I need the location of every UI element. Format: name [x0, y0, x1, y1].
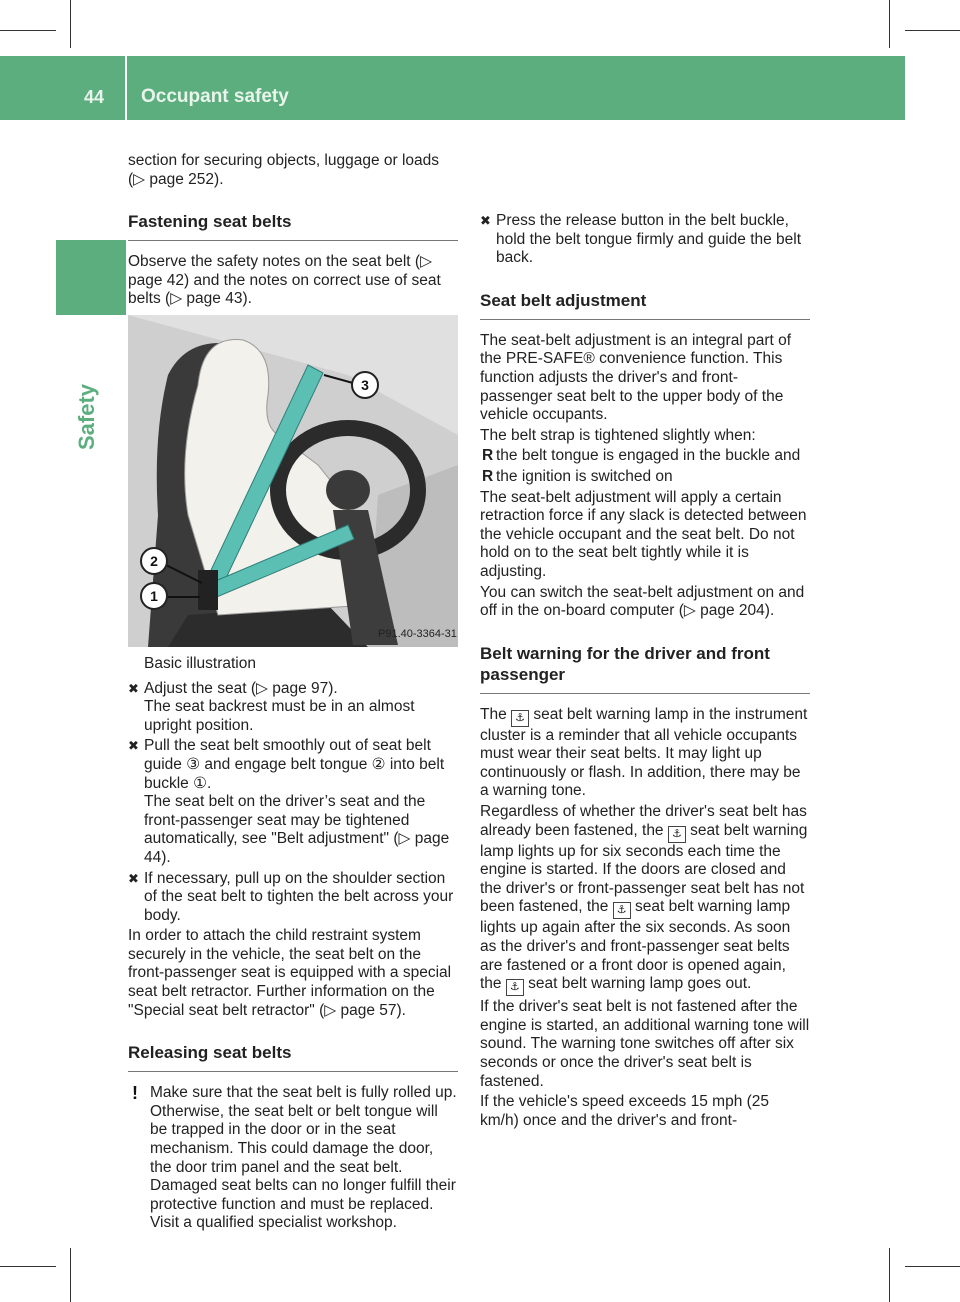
seatbelt-warning-icon: ⚓: [668, 826, 686, 843]
step-arrow-icon: ✖: [480, 213, 491, 228]
page-number: 44: [84, 87, 105, 107]
intro-text: section for securing objects, luggage or loads (▷ page 252).: [128, 152, 440, 188]
crop-mark: [905, 30, 960, 31]
seatbelt-warning-icon: ⚓: [506, 979, 524, 996]
warning-heading: Belt warning for the driver and front passenger: [480, 643, 770, 684]
list-item: [480, 447, 810, 466]
step-text: Pull the seat belt smoothly out of seat belt guide ③ and engage belt tongue ② into belt buckle ①. The seat belt on the driver’s seat and the front-passenger seat may be tightened automatically, see "Belt adjustment" (▷ page 44).: [144, 737, 450, 866]
adjust-text: The seat-belt adjustment is an integral part of the PRE-SAFE® convenience function. This function adjusts the driver's and front-passenger seat belt to the upper body of the vehicle occupants.: [480, 331, 792, 424]
section-tab: [56, 240, 126, 315]
page-title: Occupant safety: [141, 86, 289, 107]
warning-text: The ⚓ seat belt warning lamp in the instrument cluster is a reminder that all vehicle occupants must wear their seat belts. It may light up continuously or flash. In addition, there may be a warning tone.: [480, 705, 808, 800]
child-restraint-text: In order to attach the child restraint system securely in the vehicle, the seat belt on the front-passenger seat is equipped with a special seat belt retractor. Further information on the "Special seat belt retractor" (▷ page 57).: [128, 927, 452, 1019]
figure-code: P91.40-3364-31: [378, 627, 457, 640]
warning-text: If the driver's seat belt is not fastened after the engine is started, an additional warning tone will sound. The warning tone switches off after six seconds or once the driver's seat belt is fastened.: [480, 998, 810, 1090]
step-item: [128, 737, 458, 867]
step-text: Press the release button in the belt buckle, hold the belt tongue firmly and guide the belt back.: [496, 212, 802, 267]
seatbelt-warning-icon: ⚓: [613, 902, 631, 919]
crop-mark: [0, 1266, 56, 1267]
fastening-text: Observe the safety notes on the seat belt (▷ page 42) and the notes on correct use of seat belts (▷ page 43).: [128, 253, 441, 308]
step-item: [128, 680, 458, 736]
bullet-icon: R: [482, 467, 494, 485]
crop-mark: [70, 1248, 71, 1302]
crop-mark: [0, 30, 56, 31]
fastening-heading: Fastening seat belts: [128, 212, 292, 232]
list-item-text: the ignition is switched on: [496, 467, 673, 485]
list-item: [480, 468, 810, 487]
material-damage-notice: [128, 1084, 458, 1233]
adjust-text: You can switch the seat-belt adjustment on and off in the on-board computer (▷ page 204).: [480, 583, 805, 620]
header-divider: [125, 56, 127, 120]
seatbelt-warning-icon: ⚓: [511, 710, 529, 727]
step-arrow-icon: ✖: [128, 870, 139, 886]
heading-rule: [128, 240, 458, 241]
step-arrow-icon: ✖: [128, 738, 139, 754]
bullet-icon: R: [482, 447, 494, 465]
crop-mark: [70, 0, 71, 48]
seatbelt-illustration: [128, 315, 458, 647]
heading-rule: [128, 1071, 458, 1072]
heading-rule: [480, 319, 810, 320]
step-item: [128, 870, 458, 926]
releasing-heading: Releasing seat belts: [128, 1043, 292, 1063]
step-text: Adjust the seat (▷ page 97). The seat backrest must be in an almost upright position.: [144, 679, 415, 734]
crop-mark: [889, 0, 890, 48]
crop-mark: [905, 1266, 960, 1267]
callout-3: 3: [361, 376, 369, 393]
notice-icon: !: [132, 1083, 138, 1104]
left-column: [128, 152, 458, 1233]
seatbelt-drawing: [128, 315, 458, 647]
crop-mark: [889, 1248, 890, 1302]
callout-2: 2: [150, 552, 158, 569]
adjust-heading: Seat belt adjustment: [480, 290, 647, 310]
step-text: If necessary, pull up on the shoulder section of the seat belt to tighten the belt across your body.: [144, 869, 454, 924]
step-item: [480, 212, 810, 268]
warning-text: If the vehicle's speed exceeds 15 mph (25 km/h) once and the driver's and front-: [480, 1093, 770, 1129]
header-bar: [0, 56, 905, 120]
section-label: Safety: [74, 383, 99, 450]
warning-text: Regardless of whether the driver's seat belt has already been fastened, the ⚓ seat belt warning lamp lights up for six seconds each time the engine is started. If the doors are closed and the driver's or front-passenger seat belt has not been fastened, the ⚓ seat belt warning lamp lights up again after the six seconds. As soon as the driver's and front-passenger seat belts are fastened or a front door is opened again, the ⚓ seat belt warning lamp goes out.: [480, 803, 810, 996]
right-column: [480, 152, 810, 1132]
callout-1: 1: [150, 587, 158, 604]
list-item-text: the belt tongue is engaged in the buckle and: [496, 447, 801, 465]
adjust-text: The seat-belt adjustment will apply a certain retraction force if any slack is detected between the vehicle occupant and the seat belt. Do not hold on to the seat belt tightly while it is adjusting.: [480, 488, 807, 580]
figure-caption: Basic illustration: [144, 654, 256, 672]
step-arrow-icon: ✖: [128, 680, 139, 696]
notice-text: Make sure that the seat belt is fully rolled up. Otherwise, the seat belt or belt tongue will be trapped in the door or in the seat mechanism. This could damage the door, the door trim panel and the seat belt. Damaged seat belts can no longer fulfill their protective function and must be replaced. Visit a qualified specialist workshop.: [150, 1084, 457, 1232]
heading-rule: [480, 693, 810, 694]
adjust-text: The belt strap is tightened slightly when:: [480, 426, 756, 444]
